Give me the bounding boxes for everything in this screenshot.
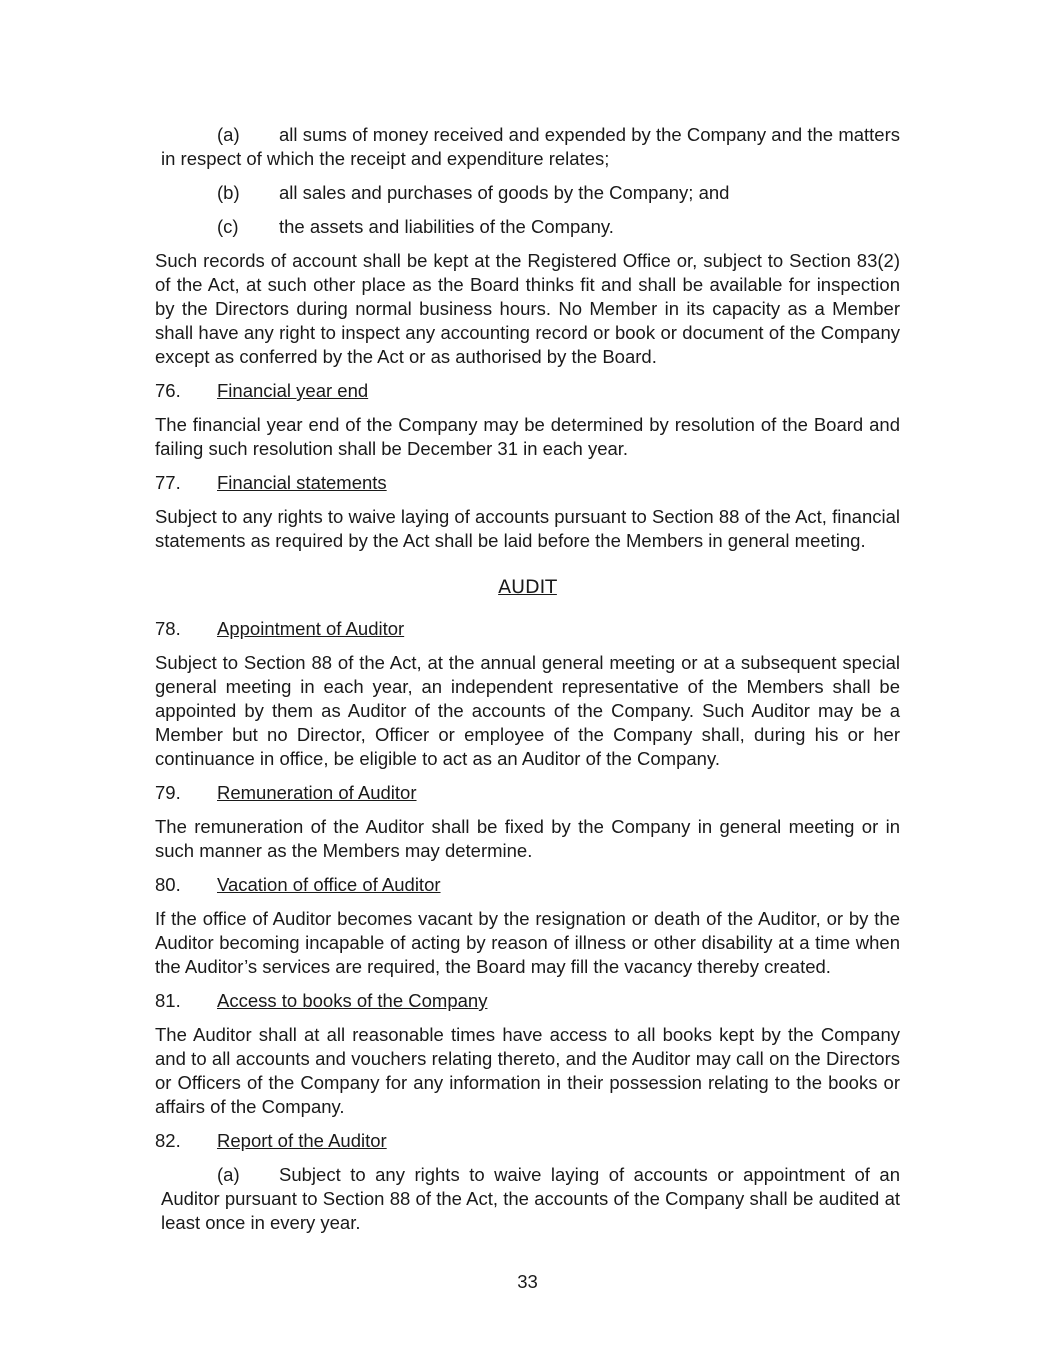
list-item-label: (c)	[217, 216, 239, 237]
list-item-text: Subject to any rights to waive laying of accounts or appointment of an Auditor pursuant to Section 88 of the Act, the accounts of the Company shall be audited at least once in every year.	[161, 1164, 900, 1233]
section-heading-82	[155, 1129, 900, 1153]
section-title: Report of the Auditor	[217, 1130, 387, 1151]
list-item-c	[161, 215, 900, 239]
section-title: Remuneration of Auditor	[217, 782, 417, 803]
section-title: Appointment of Auditor	[217, 618, 405, 639]
list-item-text: the assets and liabilities of the Company.	[279, 216, 614, 237]
section-title: Financial statements	[217, 472, 387, 493]
section-82-item-a	[161, 1163, 900, 1235]
section-title: Financial year end	[217, 380, 369, 401]
section-number: 82.	[155, 1130, 181, 1151]
section-number: 79.	[155, 782, 181, 803]
list-item-text: all sales and purchases of goods by the Company; and	[279, 182, 730, 203]
section-number: 77.	[155, 472, 181, 493]
section-heading-78	[155, 617, 900, 641]
list-item-b	[161, 181, 900, 205]
section-body-78: Subject to Section 88 of the Act, at the annual general meeting or at a subsequent special general meeting in each year, an independent representative of the Members shall be appointed by them as Auditor of the accounts of the Company. Such Auditor may be a Member but no Director, Officer or employee of the Company shall, during his or her continuance in office, be eligible to act as an Auditor of the Company.	[155, 652, 900, 769]
list-item-label: (b)	[217, 182, 240, 203]
section-number: 81.	[155, 990, 181, 1011]
section-heading-81	[155, 989, 900, 1013]
section-body-76: The financial year end of the Company may be determined by resolution of the Board and failing such resolution shall be December 31 in each year.	[155, 414, 900, 459]
section-body-77: Subject to any rights to waive laying of accounts pursuant to Section 88 of the Act, financial statements as required by the Act shall be laid before the Members in general meeting.	[155, 506, 900, 551]
audit-heading: AUDIT	[498, 576, 557, 598]
list-item-text: all sums of money received and expended by the Company and the matters in respect of which the receipt and expenditure relates;	[161, 124, 900, 169]
list-item-a	[161, 123, 900, 171]
section-body-79: The remuneration of the Auditor shall be fixed by the Company in general meeting or in such manner as the Members may determine.	[155, 816, 900, 861]
section-heading-79	[155, 781, 900, 805]
section-title: Vacation of office of Auditor	[217, 874, 441, 895]
section-body-81: The Auditor shall at all reasonable times have access to all books kept by the Company and to all accounts and vouchers relating thereto, and the Auditor may call on the Directors or Officers of the Company for any information in their possession relating to the books or affairs of the Company.	[155, 1024, 900, 1117]
section-body-80: If the office of Auditor becomes vacant by the resignation or death of the Auditor, or by the Auditor becoming incapable of acting by reason of illness or other disability at a time when the Auditor’s services are required, the Board may fill the vacancy thereby created.	[155, 908, 900, 977]
list-item-label: (a)	[217, 124, 240, 145]
records-paragraph: Such records of account shall be kept at the Registered Office or, subject to Section 83(2) of the Act, at such other place as the Board thinks fit and shall be available for inspection by the Directors during normal business hours. No Member in its capacity as a Member shall have any right to inspect any accounting record or book or document of the Company except as conferred by the Act or as authorised by the Board.	[155, 250, 900, 367]
document-page	[155, 123, 900, 1245]
section-title: Access to books of the Company	[217, 990, 488, 1011]
section-heading-77	[155, 471, 900, 495]
page-number: 33	[517, 1271, 538, 1292]
section-number: 78.	[155, 618, 181, 639]
section-heading-76	[155, 379, 900, 403]
section-number: 76.	[155, 380, 181, 401]
section-number: 80.	[155, 874, 181, 895]
section-heading-80	[155, 873, 900, 897]
list-item-label: (a)	[217, 1164, 240, 1185]
